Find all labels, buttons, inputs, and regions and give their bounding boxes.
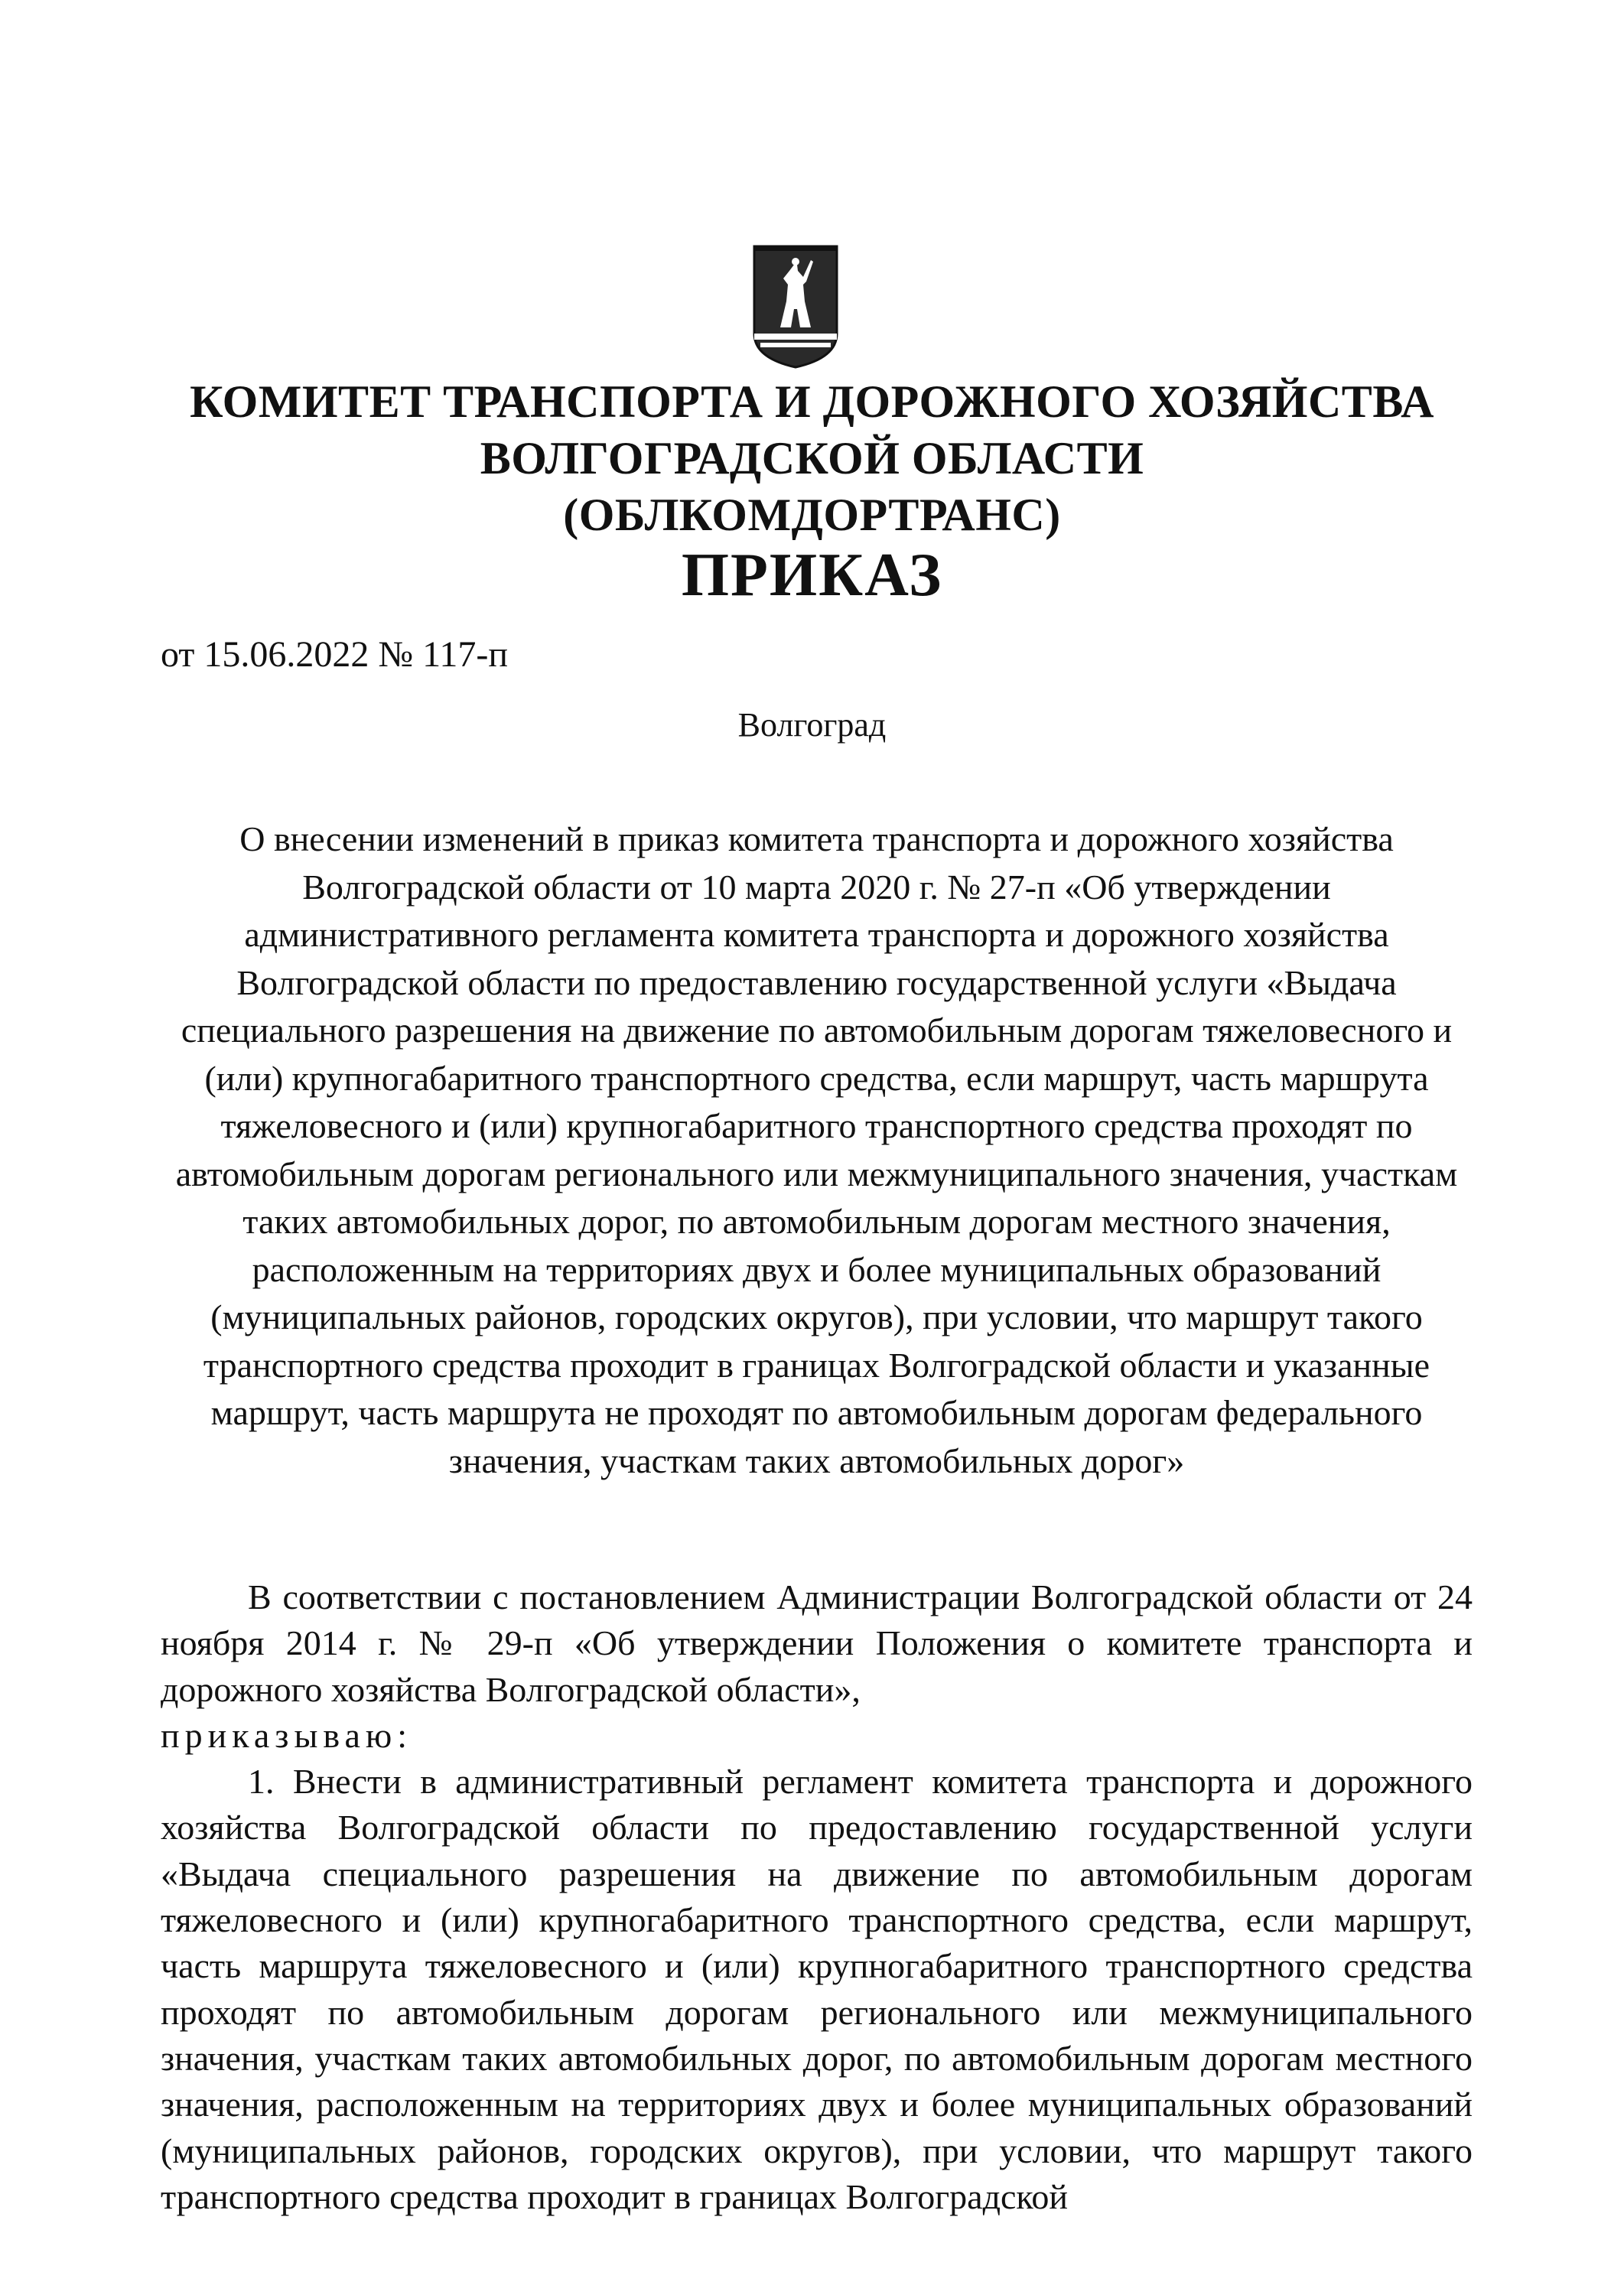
document-type-title: ПРИКАЗ (681, 542, 943, 609)
order-subject: О внесении изменений в приказ комитета транспорта и дорожного хозяйства Волгоградской области от 10 марта 2020 г. № 27-п «Об утверждении административного регламента комитета транспорта и дорожного хозяйства Волгоградской области по предоставлению государственной услуги «Выдача специального разрешения на движение по автомобильным дорогам тяжеловесного и (или) крупногабаритного транспортного средства, если маршрут, часть маршрута тяжеловесного и (или) крупногабаритного транспортного средства проходят по автомобильным дорогам регионального или межмуниципального значения, участкам таких автомобильных дорог, по автомобильным дорогам местного значения, расположенным на территориях двух и более муниципальных образований (муниципальных районов, городских округов), при условии, что маршрут такого транспортного средства проходит в границах Волгоградской области и указанные маршрут, часть маршрута не проходят по автомобильным дорогам федерального значения, участкам таких автомобильных дорог» (175, 819, 1458, 1480)
org-abbreviation: (ОБЛКОМДОРТРАНС) (563, 490, 1061, 540)
order-body (161, 1574, 1473, 2220)
order-word: приказываю: (161, 1715, 413, 1755)
volgograd-coat-of-arms-icon (750, 243, 841, 370)
item-1-paragraph: 1. Внести в административный регламент комитета транспорта и дорожного хозяйства Волгоградской области по предоставлению государственной услуги «Выдача специального разрешения на движение по автомобильным дорогам тяжеловесного и (или) крупногабаритного транспортного средства, если маршрут, часть маршрута тяжеловесного и (или) крупногабаритного транспортного средства проходят по автомобильным дорогам регионального или межмуниципального значения, участкам таких автомобильных дорог, по автомобильным дорогам местного значения, расположенным на территориях двух и более муниципальных образований (муниципальных районов, городских округов), при условии, что маршрут такого транспортного средства проходит в границах Волгоградской (161, 1762, 1473, 2216)
city-name: Волгоград (737, 706, 887, 744)
order-date-number: от 15.06.2022 № 117-п (161, 634, 509, 675)
org-name-line-2: ВОЛГОГРАДСКОЙ ОБЛАСТИ (480, 433, 1144, 483)
preamble-paragraph: В соответствии с постановлением Администрации Волгоградской области от 24 ноября 2014 г. № 29-п «Об утверждении Положения о комитете транспорта и дорожного хозяйства Волгоградской области», (161, 1577, 1473, 1709)
order-word-paragraph (161, 1713, 1473, 1759)
org-name-line-1: КОМИТЕТ ТРАНСПОРТА И ДОРОЖНОГО ХОЗЯЙСТВА (190, 376, 1434, 427)
